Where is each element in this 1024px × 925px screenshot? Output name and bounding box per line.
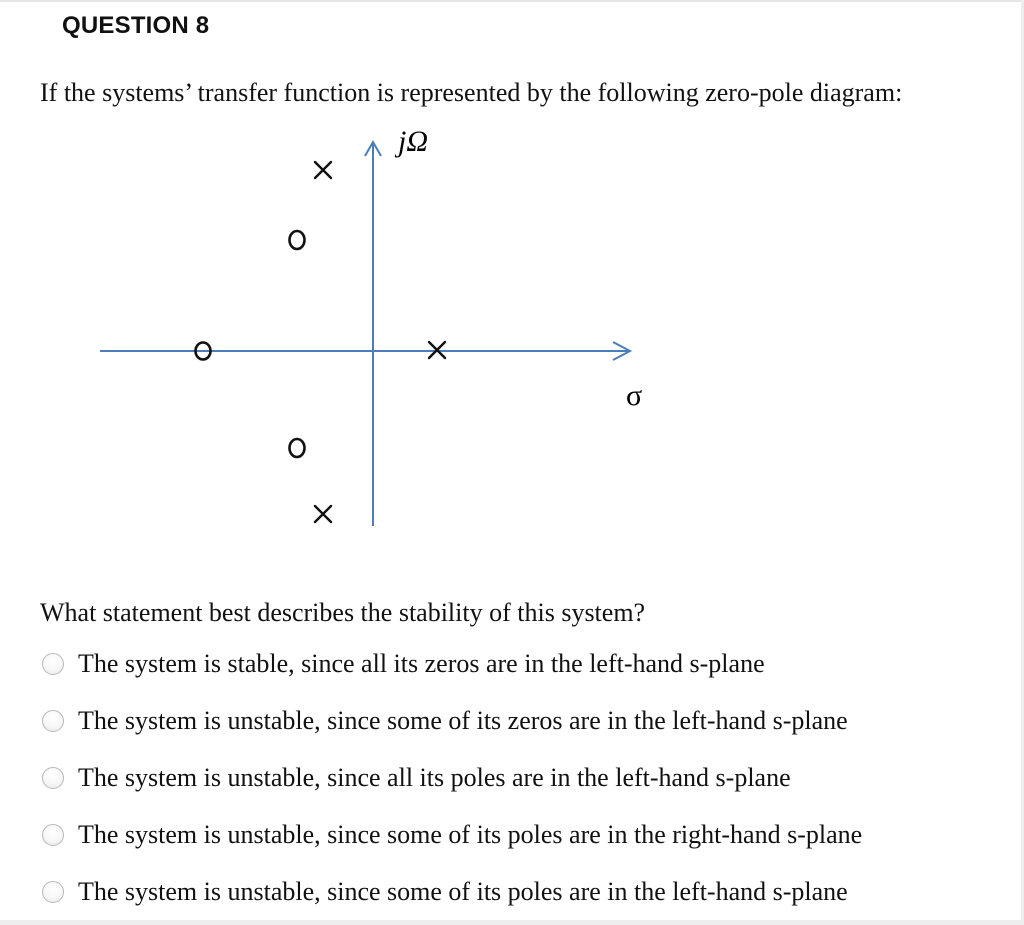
answer-option-label: The system is unstable, since some of its poles are in the right-hand s-plane [78,820,863,849]
answer-option-1[interactable] [42,648,765,680]
answer-option-4[interactable] [42,819,862,851]
answer-option-label: The system is unstable, since some of its zeros are in the left-hand s-plane [78,706,848,735]
pole-lower-left [315,506,331,522]
zero-upper-left [290,231,305,249]
radio-button-icon[interactable] [42,710,64,732]
pole-upper-left [315,162,331,178]
radio-button-icon[interactable] [42,824,64,846]
radio-button-icon[interactable] [42,881,64,903]
answer-option-label: The system is stable, since all its zeros are in the left-hand s-plane [78,649,765,678]
zero-pole-diagram [95,118,655,538]
zero-lower-left [290,439,305,457]
radio-button-icon[interactable] [42,653,64,675]
answer-option-5[interactable] [42,876,848,908]
question-header: QUESTION 8 [62,12,210,39]
top-divider [0,0,1024,2]
answer-option-label: The system is unstable, since all its poles are in the left-hand s-plane [78,763,791,792]
answer-option-label: The system is unstable, since some of its poles are in the left-hand s-plane [78,877,848,906]
question-stem: What statement best describes the stability of this system? [40,598,646,627]
bottom-divider [0,920,1024,925]
answer-option-2[interactable] [42,705,848,737]
radio-button-icon[interactable] [42,767,64,789]
question-prompt: If the systems’ transfer function is represented by the following zero-pole diagram: [40,78,903,107]
real-axis-label: σ [626,379,643,412]
answer-option-3[interactable] [42,762,791,794]
imaginary-axis-label: jΩ [398,125,429,158]
